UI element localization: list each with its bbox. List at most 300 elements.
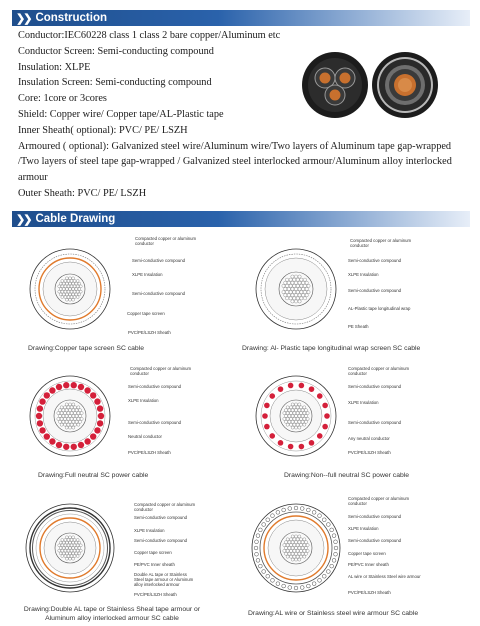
conductor-strand <box>303 284 306 287</box>
conductor-strand <box>69 536 72 539</box>
conductor-strand <box>304 541 307 544</box>
neutral-wire <box>49 387 55 393</box>
label-semi-conductive: Semi-conductive compound <box>348 384 402 389</box>
conductor-strand <box>76 555 79 558</box>
neutral-wire <box>278 386 284 392</box>
conductor-strand <box>62 409 65 412</box>
armour-wire <box>262 570 266 574</box>
conductor-strand <box>303 538 306 541</box>
conductor-strand <box>298 281 301 284</box>
label-semi-conductive-2: Semi-conductive compound <box>348 288 402 293</box>
neutral-wire <box>269 433 275 439</box>
conductor-strand <box>78 541 81 544</box>
conductor-strand <box>301 414 304 417</box>
conductor-strand <box>282 284 285 287</box>
armour-wire <box>258 528 262 532</box>
conductor-strand <box>63 417 66 420</box>
conductor-strand <box>286 538 289 541</box>
spec-armoured: Armoured ( optional): Galvanized steel wire/Aluminum wire/Two layers of Aluminum tape gap-wrapped /Two layers of steel tape gap-wrapped / Galvanized steel interlocked armour/Aluminum alloy interlocked armour <box>18 140 452 184</box>
label-semi-conductive-2: Semi-conductive compound <box>132 291 186 296</box>
conductor-strand <box>59 547 62 550</box>
conductor-strand <box>70 296 73 299</box>
conductor-strand <box>291 409 294 412</box>
drawing-copper-tape-screen <box>10 232 240 356</box>
conductor-strand <box>304 414 307 417</box>
conductor-strand <box>57 417 60 420</box>
conductor-strand <box>78 293 81 296</box>
conductor-strand <box>62 420 65 423</box>
conductor-strand <box>296 544 299 547</box>
conductor-strand <box>58 420 61 423</box>
construction-title: Construction <box>35 12 107 24</box>
conductor-strand <box>59 288 62 291</box>
spec-shield: Shield: Copper wire/ Copper tape/AL-Plastic tape <box>18 108 224 120</box>
conductor-strand <box>285 297 288 300</box>
armour-wire <box>334 552 338 556</box>
conductor-strand <box>300 278 303 281</box>
conductor-strand <box>300 290 303 293</box>
neutral-wire <box>309 386 315 392</box>
three-core-cable-photo <box>300 50 370 120</box>
conductor-strand <box>64 285 67 288</box>
conductor-strand <box>298 546 301 549</box>
conductor-strand <box>291 403 294 406</box>
conductor-strand <box>289 290 292 293</box>
drawing-caption: Drawing:Non--full neutral SC power cable <box>284 472 410 479</box>
neutral-wire <box>322 403 328 409</box>
conductor-strand <box>284 409 287 412</box>
conductor-strand <box>73 279 76 282</box>
conductor-strand <box>305 287 308 290</box>
conductor-strand <box>69 557 72 560</box>
conductor-strand <box>294 409 297 412</box>
label-xlpe: XLPE Insulation <box>348 272 379 277</box>
conductor-strand <box>78 414 81 417</box>
conductor-strand <box>296 290 299 293</box>
conductor-strand <box>289 412 292 415</box>
conductor-strand <box>298 300 301 303</box>
conductor-strand <box>287 287 290 290</box>
label-conductor: Compacted copper or aluminum conductor <box>350 238 412 248</box>
armour-wire <box>294 506 298 510</box>
conductor-strand <box>77 406 80 409</box>
label-copper-tape: Copper tape screen <box>348 551 386 556</box>
conductor-strand <box>300 284 303 287</box>
neutral-wire <box>317 433 323 439</box>
conductor-strand <box>303 412 306 415</box>
conductor-strand <box>64 296 67 299</box>
conductor-strand <box>61 290 64 293</box>
armour-wire <box>255 540 259 544</box>
conductor-strand <box>300 297 303 300</box>
conductor-strand <box>59 293 62 296</box>
drawing-al-plastic-tape <box>240 232 470 356</box>
armour-wire <box>332 534 336 538</box>
spec-insulation-screen: Insulation Screen: Semi-conducting compound <box>18 77 212 89</box>
conductor-strand <box>72 282 75 285</box>
armour-wire <box>334 540 338 544</box>
conductor-strand <box>58 290 61 293</box>
conductor-strand <box>291 546 294 549</box>
label-semi-conductive: Semi-conductive compound <box>348 258 402 263</box>
drawing-wire-armour <box>240 490 470 626</box>
conductor-strand <box>76 285 79 288</box>
label-semi-conductive: Semi-conductive compound <box>128 384 182 389</box>
conductor-strand <box>70 279 73 282</box>
conductor-strand <box>68 403 71 406</box>
conductor-strand <box>60 417 63 420</box>
conductor-strand <box>65 414 68 417</box>
conductor-strand <box>72 298 75 301</box>
cable-cross-section-diagram <box>240 490 470 626</box>
conductor-strand <box>296 278 299 281</box>
conductor-strand <box>286 544 289 547</box>
conductor-strand <box>72 557 75 560</box>
armour-wire <box>312 582 316 586</box>
conductor-strand <box>298 541 301 544</box>
conductor-strand <box>70 412 73 415</box>
conductor-strand <box>60 423 63 426</box>
conductor-strand <box>299 423 302 426</box>
conductor-strand <box>306 412 309 415</box>
label-conductor: Compacted copper or aluminum conductor <box>130 366 192 376</box>
conductor-strand <box>285 290 288 293</box>
neutral-wire <box>94 398 100 404</box>
label-sheath: PVC/PE/LSZH Sheath <box>134 592 177 597</box>
neutral-wire <box>39 398 45 404</box>
conductor-strand <box>293 423 296 426</box>
conductor-strand <box>288 414 291 417</box>
neutral-wire <box>278 440 284 446</box>
conductor-strand <box>289 423 292 426</box>
label-semi-conductive-2: Semi-conductive compound <box>348 538 402 543</box>
conductor-strand <box>70 549 73 552</box>
conductor-strand <box>284 294 287 297</box>
conductor-strand <box>64 544 67 547</box>
label-neutral: Any neutral conductor <box>348 436 390 441</box>
conductor-strand <box>67 555 70 558</box>
conductor-strand <box>62 414 65 417</box>
conductor-strand <box>78 288 81 291</box>
conductor-strand <box>296 417 299 420</box>
conductor-strand <box>68 426 71 429</box>
label-al-plastic-tape: AL-Plastic tape longitudinal wrap <box>348 306 411 311</box>
conductor-strand <box>304 546 307 549</box>
conductor-strand <box>291 552 294 555</box>
conductor-strand <box>70 285 73 288</box>
neutral-wire <box>269 393 275 399</box>
conductor-strand <box>72 409 75 412</box>
conductor-strand <box>69 552 72 555</box>
conductor-strand <box>57 412 60 415</box>
conductor-strand <box>296 555 299 558</box>
neutral-wire <box>90 392 96 398</box>
neutral-wire <box>63 382 69 388</box>
label-inner-sheath: PE/PVC Inner sheath <box>134 562 175 567</box>
conductor-strand <box>73 412 76 415</box>
conductor-strand <box>68 420 71 423</box>
armour-wire <box>254 546 258 550</box>
conductor-strand <box>65 282 68 285</box>
conductor-strand <box>286 417 289 420</box>
conductor-strand <box>294 281 297 284</box>
conductor-strand <box>293 406 296 409</box>
armour-wire <box>322 518 326 522</box>
armour-wire <box>306 508 310 512</box>
neutral-wire <box>63 444 69 450</box>
conductor-strand <box>80 417 83 420</box>
conductor-strand <box>293 290 296 293</box>
label-xlpe: XLPE Insulation <box>348 400 379 405</box>
conductor-strand <box>80 412 83 415</box>
conductor-strand <box>73 417 76 420</box>
conductor-strand <box>307 284 310 287</box>
conductor-strand <box>73 285 76 288</box>
label-armour: AL wire or Stainless Steel wire armour <box>348 574 421 579</box>
conductor-strand <box>69 541 72 544</box>
conductor-strand <box>294 414 297 417</box>
armour-wire <box>326 570 330 574</box>
drawing-caption: Drawing: Al- Plastic tape longitudinal wrap screen SC cable <box>242 345 421 352</box>
conductor-strand <box>75 282 78 285</box>
conductor-strand <box>288 420 291 423</box>
neutral-wire <box>264 403 270 409</box>
conductor-strand <box>67 417 70 420</box>
conductor-strand <box>78 420 81 423</box>
conductor-strand <box>62 547 65 550</box>
armour-wire <box>282 508 286 512</box>
conductor-strand <box>65 298 68 301</box>
conductor-strand <box>298 552 301 555</box>
label-sheath: PE Sheath <box>348 324 369 329</box>
armour-wire <box>288 586 292 590</box>
label-conductor: Compacted copper or aluminum conductor <box>348 366 410 376</box>
label-copper-tape: Copper tape screen <box>127 311 165 316</box>
armour-wire <box>330 564 334 568</box>
conductor-strand <box>283 549 286 552</box>
conductor-strand <box>289 417 292 420</box>
conductor-strand <box>298 403 301 406</box>
neutral-wire <box>71 444 77 450</box>
conductor-strand <box>77 412 80 415</box>
label-sheath: PVC/PE/LSZH Sheath <box>128 330 171 335</box>
conductor-strand <box>58 414 61 417</box>
conductor-strand <box>303 417 306 420</box>
conductor-strand <box>305 281 308 284</box>
conductor-strand <box>283 417 286 420</box>
conductor-strand <box>78 552 81 555</box>
double-chevron-icon: ❯❯ <box>16 12 31 25</box>
conductor-strand <box>305 294 308 297</box>
conductor-strand <box>293 278 296 281</box>
conductor-strand <box>75 547 78 550</box>
conductor-strand <box>69 282 72 285</box>
armour-wire <box>318 514 322 518</box>
conductor-strand <box>62 282 65 285</box>
conductor-strand <box>78 547 81 550</box>
conductor-strand <box>296 297 299 300</box>
conductor-strand <box>65 420 68 423</box>
conductor-strand <box>63 406 66 409</box>
conductor-strand <box>286 555 289 558</box>
conductor-strand <box>78 282 81 285</box>
conductor-strand <box>75 541 78 544</box>
label-conductor: Compacted copper or aluminum conductor <box>348 496 410 506</box>
conductor-strand <box>284 552 287 555</box>
conductor-strand <box>62 552 65 555</box>
conductor-strand <box>72 426 75 429</box>
armour-wire <box>326 523 330 527</box>
conductor-strand <box>58 409 61 412</box>
conductor-strand <box>61 279 64 282</box>
double-chevron-icon: ❯❯ <box>16 213 31 226</box>
conductor-strand <box>303 549 306 552</box>
cable-drawing-header <box>12 211 470 227</box>
conductor-strand <box>303 544 306 547</box>
neutral-wire <box>44 392 50 398</box>
conductor-strand <box>67 296 70 299</box>
armour-wire <box>322 574 326 578</box>
conductor-strand <box>298 287 301 290</box>
conductor-strand <box>65 409 68 412</box>
conductor-strand <box>284 287 287 290</box>
armour-wire <box>276 510 280 514</box>
conductor-strand <box>69 293 72 296</box>
conductor-strand <box>73 544 76 547</box>
conductor-strand <box>298 275 301 278</box>
conductor-strand <box>282 290 285 293</box>
label-sheath: PVC/PE/LSZH Sheath <box>128 450 171 455</box>
conductor-strand <box>299 555 302 558</box>
conductor-strand <box>293 549 296 552</box>
conductor-strand <box>72 403 75 406</box>
neutral-wire <box>264 424 270 430</box>
conductor-strand <box>291 281 294 284</box>
conductor-strand <box>289 538 292 541</box>
conductor-strand <box>79 544 82 547</box>
conductor-strand <box>293 538 296 541</box>
label-xlpe: XLPE Insulation <box>128 398 159 403</box>
conductor-strand <box>286 412 289 415</box>
neutral-wire <box>299 383 305 389</box>
armour-wire <box>256 558 260 562</box>
armour-wire <box>334 546 338 550</box>
conductor-strand <box>286 423 289 426</box>
conductor-strand <box>79 549 82 552</box>
conductor-strand <box>298 535 301 538</box>
neutral-wire <box>97 420 103 426</box>
conductor-strand <box>293 297 296 300</box>
conductor-strand <box>288 409 291 412</box>
conductor-strand <box>61 555 64 558</box>
conductor-strand <box>299 412 302 415</box>
conductor-strand <box>77 423 80 426</box>
cable-drawing-title: Cable Drawing <box>35 213 116 225</box>
conductor-strand <box>288 541 291 544</box>
conductor-strand <box>294 420 297 423</box>
drawing-caption: Drawing:Full neutral SC power cable <box>38 472 149 479</box>
conductor-strand <box>303 406 306 409</box>
conductor-strand <box>306 549 309 552</box>
neutral-wire <box>78 442 84 448</box>
label-semi-conductive-2: Semi-conductive compound <box>128 420 182 425</box>
conductor-strand <box>61 544 64 547</box>
conductor-strand <box>64 279 67 282</box>
conductor-strand <box>283 544 286 547</box>
conductor-strand <box>291 558 294 561</box>
conductor-strand <box>62 293 65 296</box>
conductor-strand <box>64 549 67 552</box>
conductor-strand <box>70 417 73 420</box>
conductor-strand <box>61 285 64 288</box>
conductor-strand <box>72 552 75 555</box>
conductor-strand <box>289 297 292 300</box>
conductor-strand <box>70 544 73 547</box>
conductor-strand <box>289 284 292 287</box>
conductor-strand <box>293 417 296 420</box>
conductor-strand <box>69 277 72 280</box>
conductor-strand <box>303 290 306 293</box>
armour-wire <box>294 586 298 590</box>
conductor-strand <box>75 409 78 412</box>
neutral-wire <box>309 440 315 446</box>
conductor-strand <box>289 544 292 547</box>
neutral-wire <box>78 384 84 390</box>
conductor-strand <box>294 541 297 544</box>
neutral-wire <box>39 427 45 433</box>
conductor-strand <box>299 406 302 409</box>
armour-wire <box>256 534 260 538</box>
conductor-strand <box>293 544 296 547</box>
conductor-strand <box>58 549 61 552</box>
conductor-strand <box>291 535 294 538</box>
conductor-strand <box>62 288 65 291</box>
armour-wire <box>255 552 259 556</box>
conductor-strand <box>299 544 302 547</box>
conductor-strand <box>72 414 75 417</box>
armour-wire <box>306 584 310 588</box>
drawing-caption: Drawing:AL wire or Stainless steel wire armour SC cable <box>248 610 419 617</box>
conductor-strand <box>75 288 78 291</box>
single-core-cable-photo <box>370 50 440 120</box>
conductor-strand <box>61 538 64 541</box>
armour-wire <box>271 578 275 582</box>
spec-inner-sheath: Inner Sheath( optional): PVC/ PE/ LSZH <box>18 124 188 136</box>
conductor-strand <box>307 290 310 293</box>
conductor-strand <box>288 546 291 549</box>
conductor-strand <box>59 541 62 544</box>
armour-wire <box>312 510 316 514</box>
conductor-strand <box>67 538 70 541</box>
conductor-strand <box>296 406 299 409</box>
conductor-strand <box>65 552 68 555</box>
neutral-wire <box>322 424 328 430</box>
conductor-strand <box>298 409 301 412</box>
conductor-strand <box>296 549 299 552</box>
armour-wire <box>266 574 270 578</box>
conductor-strand <box>294 403 297 406</box>
conductor-strand <box>294 294 297 297</box>
conductor-strand <box>79 290 82 293</box>
drawing-full-neutral <box>10 360 240 484</box>
conductor-strand <box>75 293 78 296</box>
conductor-strand <box>306 417 309 420</box>
conductor-strand <box>301 409 304 412</box>
conductor-strand <box>284 414 287 417</box>
conductor-strand <box>291 414 294 417</box>
neutral-wire <box>56 384 62 390</box>
conductor-strand <box>76 538 79 541</box>
